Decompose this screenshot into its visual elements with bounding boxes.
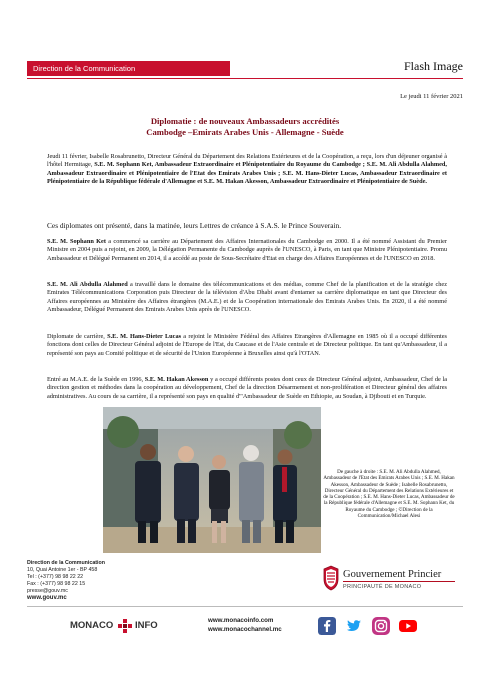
government-subtitle: PRINCIPAUTÉ DE MONACO — [343, 584, 422, 590]
footer-websites — [208, 617, 282, 634]
monaco-info-logo-right[interactable]: INFO — [135, 620, 158, 631]
date-label: Le jeudi 11 février 2021 — [400, 93, 463, 100]
bio-cambodge-name: S.E. M. Sophann Ket — [47, 238, 106, 245]
bio-allemagne — [47, 333, 447, 358]
monaco-info-logo-icon — [118, 619, 132, 633]
group-photo — [103, 407, 321, 553]
contact-website[interactable]: www.gouv.mc — [27, 594, 67, 601]
bio-allemagne-pre: Diplomate de carrière, — [47, 333, 108, 340]
government-divider — [343, 581, 455, 582]
contact-email[interactable]: presse@gouv.mc — [27, 587, 68, 594]
title-line-1: Diplomatie : de nouveaux Ambassadeurs accrédités — [150, 116, 340, 126]
intro-text: Jeudi 11 février, Isabelle Rosabrunetto, Directeur Général du Département des Relations Extérieures et de la Coopération, a reçu, lors d'un déjeuner organisé à l'hôtel Hermitage, — [47, 153, 447, 169]
doc-type-label: Flash Image — [404, 59, 463, 73]
contact-address: 10, Quai Antoine 1er - BP 458 — [27, 566, 98, 573]
youtube-icon[interactable] — [399, 617, 417, 635]
bio-allemagne-text: a rejoint le Ministère Fédéral des Affaires Etrangères d'Allemagne en 1985 où il a occupé différentes fonctions dont celles de Directeur Général adjoint de l'Europe de l'Est, du Caucase et de l'Asie centrale et de Directeur politique. En tant qu'Ambassadeur, il a représenté son pays au Comité politique et de sécurité de l'Union Européenne à Bruxelles ainsi qu'à l'OTAN. — [47, 333, 448, 357]
lettres-paragraph: Ces diplomates ont présenté, dans la matinée, leurs Lettres de créance à S.A.S. le Prince Souverain. — [47, 221, 342, 230]
site-monacochannel[interactable]: www.monacochannel.mc — [208, 625, 282, 633]
monaco-info-logo-left[interactable]: MONACO — [70, 620, 114, 631]
bio-cambodge — [47, 238, 447, 263]
contact-tel: Tel : (+377) 98 98 22 22 — [27, 573, 84, 580]
bio-emirats — [47, 281, 447, 314]
crest-icon — [320, 565, 342, 591]
title-line-2: Cambodge –Emirats Arabes Unis - Allemagne - Suède — [146, 127, 344, 137]
facebook-icon[interactable] — [318, 617, 336, 635]
bio-suede — [47, 376, 447, 401]
bio-cambodge-text: a commencé sa carrière au Département des Affaires Internationales du Cambodge en 2000. Il a été nommé Assistant du Premier Ministre en 2004 puis a rejoint, en 2009, la Délégation Permanente du Cambodge auprès de l'UNESCO, à Paris, en tant que Ministre Plénipotentiaire. Promu Ambassadeur et Délégué Permanent en 2014, il a accédé au poste de Sous-Secrétaire d'Etat en charge des Affaires Européennes et de l'UNESCO en 2018. — [47, 238, 448, 262]
contact-block — [27, 560, 105, 601]
footer-divider — [27, 606, 463, 607]
bio-suede-text: y a occupé différents postes dont ceux de Directeur Général adjoint, Ambassadeur, Chef de la direction gestion et méthodes dans la coopération au développement, Chef de la direction Désarmement et non-prolifération et Directeur général des affaires administratives. Au cours de sa carrière, il a représenté son pays en qualité d'"Ambassadeur de Suède en Ethiopie, au Soudan, à Djibouti et en Turquie. — [47, 376, 447, 400]
contact-heading: Direction de la Communication — [27, 560, 105, 566]
bio-suede-pre: Entré au M.A.E. de la Suède en 1996, — [47, 376, 145, 383]
bio-emirats-name: S.E. M. Ali Abdulla Alahmed — [47, 281, 128, 288]
contact-fax: Fax : (+377) 98 98 22 15 — [27, 580, 86, 587]
department-label: Direction de la Communication — [33, 64, 136, 73]
intro-paragraph — [47, 153, 447, 186]
bio-allemagne-name: S.E. M. Hans-Dieter Lucas — [107, 333, 182, 340]
press-title — [27, 116, 463, 138]
header-divider — [27, 78, 463, 79]
intro-ambassadors: S.E. M. Sophann Ket, Ambassadeur Extraordinaire et Plénipotentiaire du Royaume du Cambodge ; S.E. M. Ali Abdulla Alahmed, Ambassadeur Extraordinaire et Plénipotentiaire de l'Etat des Emirats Arabes Unis ; S.E. M. Hans-Dieter Lucas, Ambassadeur Extraordinaire et Plénipotentiaire de la République fédérale d'Allemagne et S.E. M. Hakan Akesson, Ambassadeur Extraordinaire et Plénipotentiaire de Suède. — [47, 161, 447, 185]
site-monacoinfo[interactable]: www.monacoinfo.com — [208, 617, 274, 624]
bio-suede-name: S.E. M. Hakan Akesson — [144, 376, 209, 383]
department-banner — [27, 61, 230, 76]
instagram-icon[interactable] — [372, 617, 390, 635]
government-name: Gouvernement Princier — [343, 569, 442, 580]
photo-caption: De gauche à droite : S.E. M. Ali Abdulla Alahmed, Ambassadeur de l'Etat des Emirats Arabes Unis ; S.E. M. Hakan Akesson, Ambassadeur de Suède ; Isabelle Rosabrunetto, Directeur Général du Département des Relations Extérieures et de la Coopération ; S.E. M. Hans-Dieter Lucas, Ambassadeur de la République fédérale d'Allemagne et S.E. M. Sophann Ket, du Royaume du Cambodge ; ©Direction de la Communication/Michael Alesi — [323, 469, 455, 520]
bio-emirats-text: a travaillé dans le domaine des télécommunications et des médias, comme Chef de la planification et de la stratégie chez Emirates Télécommunications Corporation puis Directeur de la télévision d'Abu Dhabi avant d'entamer sa carrière diplomatique en tant que Directeur des Affaires européennes au Ministère des Affaires étrangères (M.A.E.) et de la Coopération internationale des Emirats Arabes Unis. En 2020, il a été nommé Ambassadeur, Délégué Permanent des Emirats Arabes Unis après de l'UNESCO. — [47, 281, 448, 313]
twitter-icon[interactable] — [345, 617, 363, 635]
